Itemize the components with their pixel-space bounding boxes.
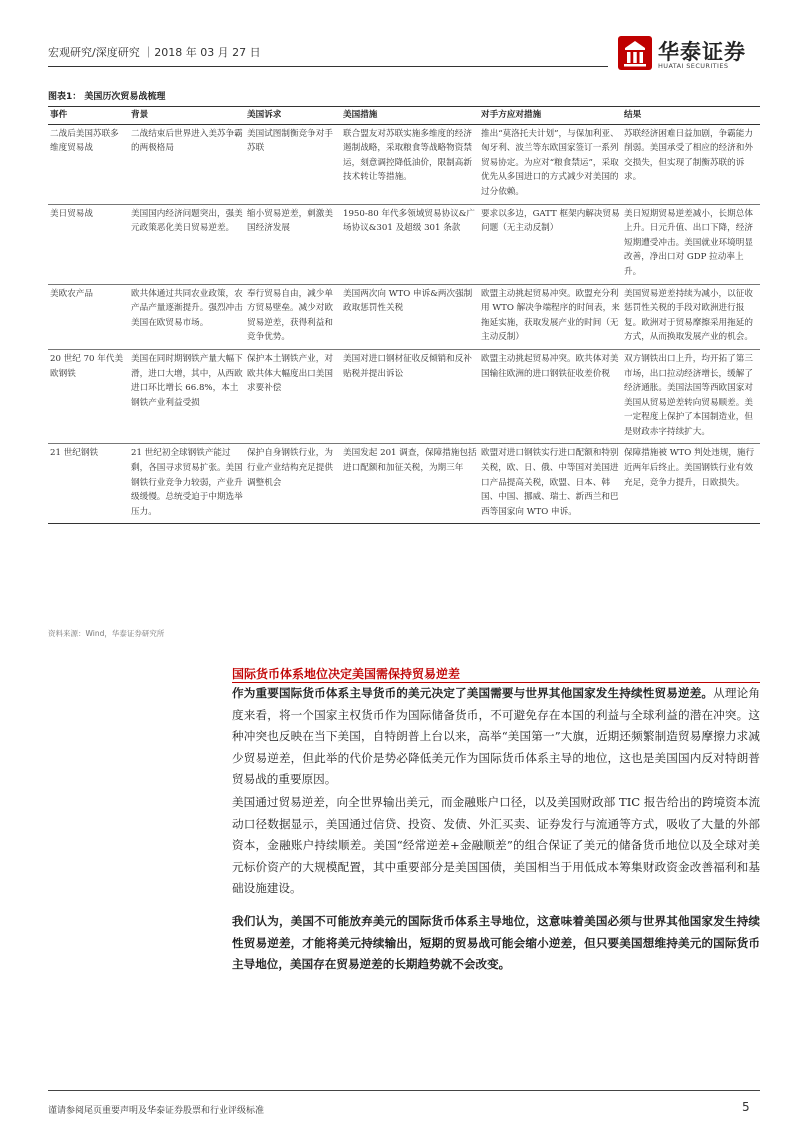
paragraph-1-body: 从理论角度来看，将一个国家主权货币作为国际储备货币，不可避免存在本国的利益与全球利益的潜在冲突。这种冲突也反映在当下美国，自特朗普上台以来，高举“美国第一”大旗，近期还频繁制造贸易摩擦力求减少贸易逆差，但此举的代价是势必降低美元作为国际货币体系主导的地位，这也是美国国内反对特朗普贸易战的重要原因。 bbox=[232, 686, 760, 786]
table-cell: 美欧农产品 bbox=[48, 284, 129, 349]
table-cell: 美国国内经济问题突出，强美元政策恶化美日贸易逆差。 bbox=[129, 204, 245, 284]
table-cell: 联合盟友对苏联实施多维度的经济遏制战略，采取粮食等战略物资禁运，刻意调控降低油价，限制高新技术转让等措施。 bbox=[341, 124, 479, 204]
report-header: 宏观研究/深度研究 ｜2018 年 03 月 27 日 bbox=[48, 46, 261, 59]
paragraph-1 bbox=[232, 683, 760, 791]
table-cell: 美国在同时期钢铁产量大幅下滑，进口大增，其中，从西欧进口环比增长 66.8%，本土钢铁产业利益受损 bbox=[129, 349, 245, 444]
column-header: 事件 bbox=[48, 107, 129, 125]
paragraph-2: 美国通过贸易逆差，向全世界输出美元，而金融账户口径，以及美国财政部 TIC 报告给出的跨境资本流动口径数据显示，美国通过信贷、投资、发债、外汇买卖、证券发行与流通等方式，吸收了大量的外部资本，金融账户持续顺差。美国“经常逆差+金融顺差”的组合保证了美元的储备货币地位以及全球对美元标价资产的大规模配置，其中重要部分是美国国债，美国相当于用低成本筹集财政资金改善福利和基础设施建设。 bbox=[232, 795, 760, 895]
huatai-logo bbox=[618, 34, 768, 78]
table-cell: 要求以多边，GATT 框架内解决贸易问题（无主动反制） bbox=[479, 204, 622, 284]
table-row bbox=[48, 444, 760, 524]
page-number: 5 bbox=[742, 1100, 750, 1114]
section-title: 国际货币体系地位决定美国需保持贸易逆差 bbox=[232, 667, 461, 681]
huatai-logo-icon bbox=[618, 36, 652, 70]
column-header: 美国措施 bbox=[341, 107, 479, 125]
table-cell: 20 世纪 70 年代美欧钢铁 bbox=[48, 349, 129, 444]
table-cell: 21 世纪初全球钢铁产能过剩，各国寻求贸易扩张。美国钢铁行业竞争力较弱，产业升级缓慢。总统受迫于中期选举压力。 bbox=[129, 444, 245, 524]
column-header: 背景 bbox=[129, 107, 245, 125]
header-divider bbox=[48, 66, 608, 67]
table-cell: 苏联经济困难日益加剧，争霸能力削弱。美国承受了相应的经济和外交损失，但实现了制衡苏联的诉求。 bbox=[622, 124, 760, 204]
logo-english-name: HUATAI SECURITIES bbox=[658, 62, 729, 70]
table-source: 资料来源：Wind，华泰证券研究所 bbox=[48, 629, 165, 638]
table-cell: 欧盟主动挑起贸易冲突。欧共体对美国输往欧洲的进口钢铁征收差价税 bbox=[479, 349, 622, 444]
table-cell: 欧盟对进口钢铁实行进口配额和特别关税，欧、日、俄、中等国对美国进口产品提高关税，欧盟、日本、韩国、中国、挪威、瑞士、新西兰和巴西等国家向 WTO 申诉。 bbox=[479, 444, 622, 524]
table-title: 图表1： 美国历次贸易战梳理 bbox=[48, 92, 166, 102]
table-cell: 美日短期贸易逆差减小，长期总体上升。日元升值、出口下降，经济短期遭受冲击。美国就业环境明显改善，净出口对 GDP 拉动率上升。 bbox=[622, 204, 760, 284]
table-cell: 奉行贸易自由，减少单方贸易壁垒。减少对欧贸易逆差，获得利益和竞争优势。 bbox=[245, 284, 341, 349]
table-row bbox=[48, 284, 760, 349]
table-cell: 1950-80 年代多领域贸易协议&广场协议&301 及超级 301 条款 bbox=[341, 204, 479, 284]
table-cell: 保护自身钢铁行业，为行业产业结构充足提供调整机会 bbox=[245, 444, 341, 524]
paragraph-1-lead: 作为重要国际货币体系主导货币的美元决定了美国需要与世界其他国家发生持续性贸易逆差。 bbox=[232, 686, 714, 700]
table-cell: 美国两次向 WTO 申诉&两次强制政取惩罚性关税 bbox=[341, 284, 479, 349]
table-cell: 美国发起 201 调查，保障措施包括进口配额和加征关税，为期三年 bbox=[341, 444, 479, 524]
table-header-row bbox=[48, 107, 760, 125]
table-cell: 美日贸易战 bbox=[48, 204, 129, 284]
paragraph-3-conclusion: 我们认为，美国不可能放弃美元的国际货币体系主导地位，这意味着美国必须与世界其他国家发生持续性贸易逆差，才能将美元持续输出，短期的贸易战可能会缩小逆差，但只要美国想维持美元的国际货币主导地位，美国存在贸易逆差的长期趋势就不会改变。 bbox=[232, 914, 760, 971]
table-cell: 21 世纪钢铁 bbox=[48, 444, 129, 524]
table-row bbox=[48, 204, 760, 284]
footer-divider bbox=[48, 1090, 760, 1091]
table-cell: 美国试图制衡竞争对手苏联 bbox=[245, 124, 341, 204]
table-row bbox=[48, 124, 760, 204]
table-cell: 欧盟主动挑起贸易冲突。欧盟充分利用 WTO 解决争端程序的时间表，来拖延实施，获取发展产业的时间（无主动反制） bbox=[479, 284, 622, 349]
table-cell: 美国对进口钢材征收反倾销和反补贴税并提出诉讼 bbox=[341, 349, 479, 444]
table-cell: 保障措施被 WTO 判处违规，施行近两年后终止。美国钢铁行业有效充足，竞争力提升，日欧损失。 bbox=[622, 444, 760, 524]
trade-war-history-table bbox=[48, 106, 760, 524]
logo-chinese-name: 华泰证券 bbox=[658, 40, 746, 64]
column-header: 对手方应对措施 bbox=[479, 107, 622, 125]
table-cell: 双方钢铁出口上升，均开拓了第三市场，出口拉动经济增长，缓解了经济通胀。美国法国等西欧国家对美国从贸易逆差转向贸易顺差。美一定程度上保护了本国制造业，但是财政赤字持续扩大。 bbox=[622, 349, 760, 444]
table-cell: 二战后美国苏联多维度贸易战 bbox=[48, 124, 129, 204]
table-cell: 推出“莫洛托夫计划”，与保加利亚、匈牙利、波兰等东欧国家签订一系列贸易协定。为应对“粮食禁运”，采取优先从多国进口的方式减少对美国的过分依赖。 bbox=[479, 124, 622, 204]
footer-disclaimer: 谨请参阅尾页重要声明及华泰证券股票和行业评级标准 bbox=[48, 1106, 265, 1116]
table-cell: 二战结束后世界进入美苏争霸的两极格局 bbox=[129, 124, 245, 204]
table-cell: 欧共体通过共同农业政策，农产品产量逐渐提升。强烈冲击美国在欧贸易市场。 bbox=[129, 284, 245, 349]
table-cell: 美国贸易逆差持续为减小，以征收惩罚性关税的手段对欧洲进行报复。欧洲对于贸易摩擦采用拖延的方式，从而换取发展产业的机会。 bbox=[622, 284, 760, 349]
table-cell: 保护本土钢铁产业，对欧共体大幅度出口美国求要补偿 bbox=[245, 349, 341, 444]
table-cell: 缩小贸易逆差，刺激美国经济发展 bbox=[245, 204, 341, 284]
table-row bbox=[48, 349, 760, 444]
column-header: 结果 bbox=[622, 107, 760, 125]
column-header: 美国诉求 bbox=[245, 107, 341, 125]
